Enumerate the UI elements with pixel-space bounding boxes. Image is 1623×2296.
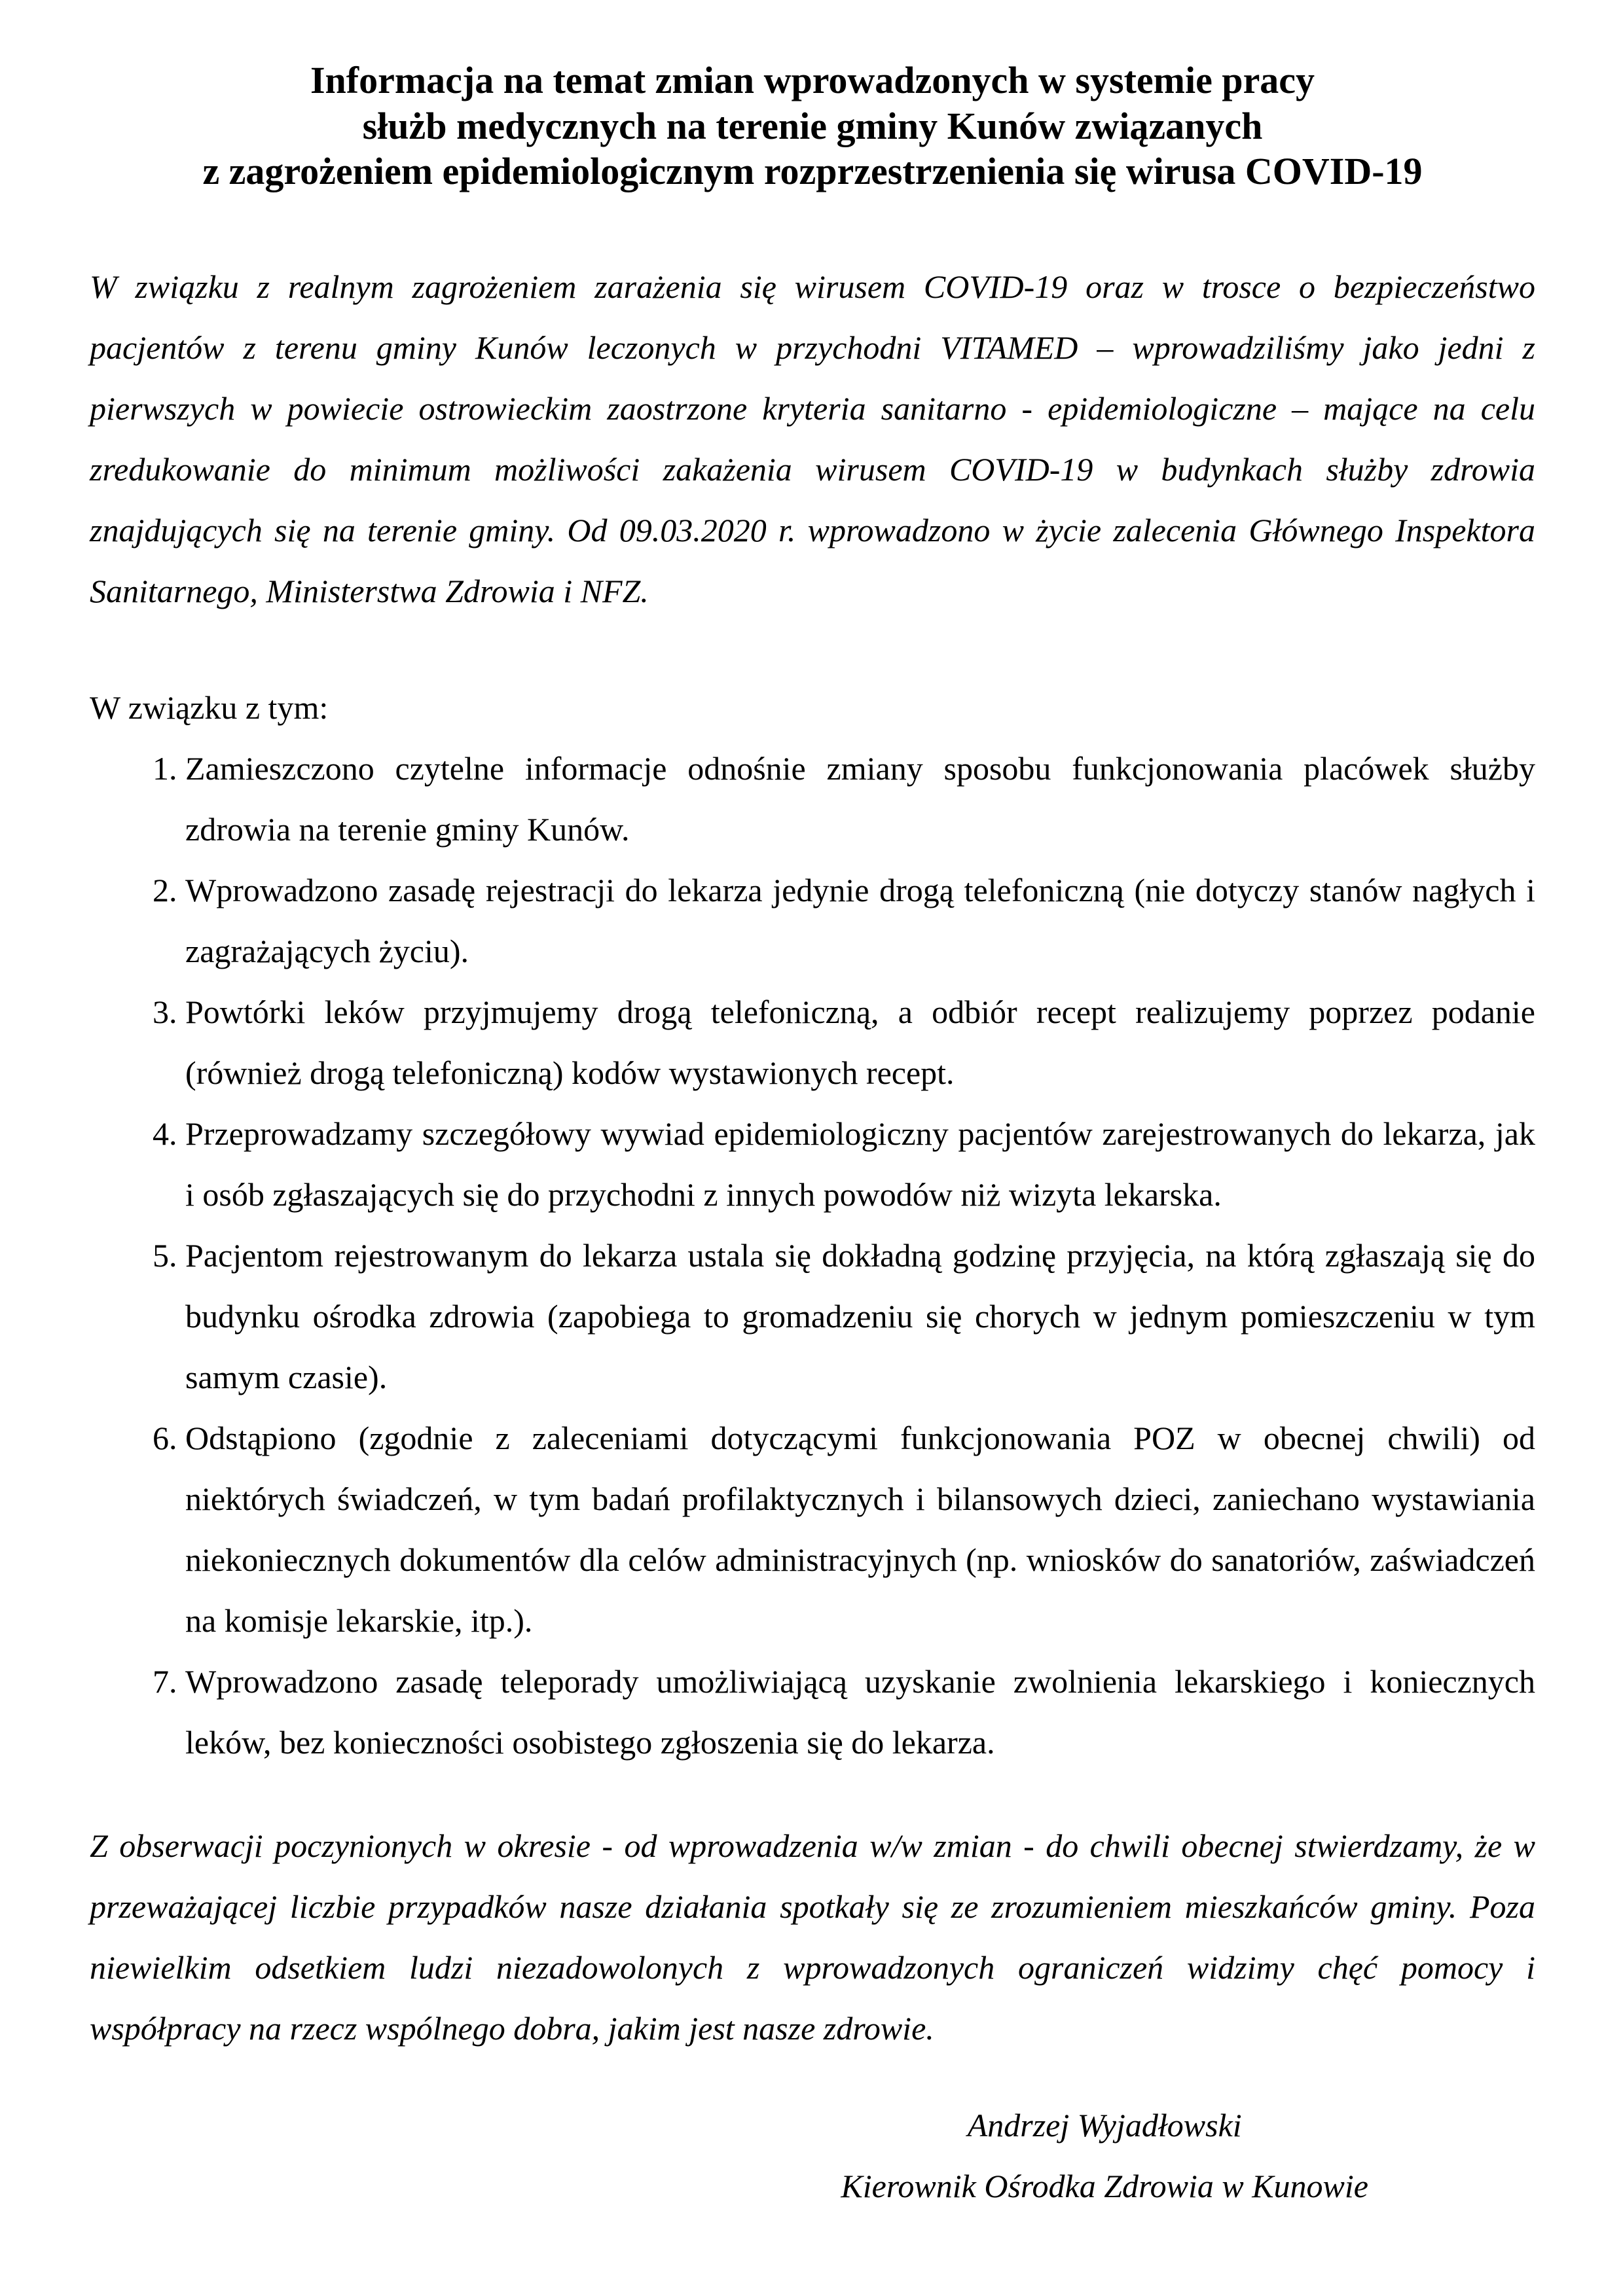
title-line-2: służb medycznych na terenie gminy Kunów związanych — [362, 104, 1263, 147]
title-line-3: z zagrożeniem epidemiologicznym rozprzestrzenienia się wirusa COVID-19 — [202, 150, 1423, 193]
changes-list — [90, 738, 1535, 1773]
signature-block — [841, 2095, 1368, 2217]
list-item-3: 3. Powtórki leków przyjmujemy drogą telefoniczną, a odbiór recept realizujemy poprzez podanie (również drogą telefoniczną) kodów wystawionych recept. — [185, 982, 1535, 1103]
list-item-4: 4. Przeprowadzamy szczegółowy wywiad epidemiologiczny pacjentów zarejestrowanych do lekarza, jak i osób zgłaszających się do przychodni z innych powodów niż wizyta lekarska. — [185, 1103, 1535, 1225]
closing-paragraph: Z obserwacji poczynionych w okresie - od wprowadzenia w/w zmian - do chwili obecnej stwierdzamy, że w przeważającej liczbie przypadków nasze działania spotkały się ze zrozumieniem mieszkańców gminy. Poza niewielkim odsetkiem ludzi niezadowolonych z wprowadzonych ograniczeń widzimy chęć pomocy i współpracy na rzecz wspólnego dobra, jakim jest nasze zdrowie. — [90, 1827, 1535, 2047]
signature-role: Kierownik Ośrodka Zdrowia w Kunowie — [841, 2167, 1368, 2204]
signature-name: Andrzej Wyjadłowski — [967, 2106, 1242, 2144]
list-item-5: 5. Pacjentom rejestrowanym do lekarza ustala się dokładną godzinę przyjęcia, na którą zgłaszają się do budynku ośrodka zdrowia (zapobiega to gromadzeniu się chorych w jednym pomieszczeniu w tym samym czasie). — [185, 1225, 1535, 1408]
list-item-7: 7. Wprowadzono zasadę teleporady umożliwiającą uzyskanie zwolnienia lekarskiego i koniecznych leków, bez konieczności osobistego zgłoszenia się do lekarza. — [185, 1651, 1535, 1773]
list-item-2: 2. Wprowadzono zasadę rejestracji do lekarza jedynie drogą telefoniczną (nie dotyczy stanów nagłych i zagrażających życiu). — [185, 860, 1535, 982]
list-item-6: 6. Odstąpiono (zgodnie z zaleceniami dotyczącymi funkcjonowania POZ w obecnej chwili) od niektórych świadczeń, w tym badań profilaktycznych i bilansowych dzieci, zaniechano wystawiania niekoniecznych dokumentów dla celów administracyjnych (np. wniosków do sanatoriów, zaświadczeń na komisje lekarskie, itp.). — [185, 1408, 1535, 1651]
document-title — [90, 58, 1535, 194]
list-item-1: 1. Zamieszczono czytelne informacje odnośnie zmiany sposobu funkcjonowania placówek służby zdrowia na terenie gminy Kunów. — [185, 738, 1535, 860]
intro-paragraph: W związku z realnym zagrożeniem zarażenia się wirusem COVID-19 oraz w trosce o bezpieczeństwo pacjentów z terenu gminy Kunów leczonych w przychodni VITAMED – wprowadziliśmy jako jedni z pierwszych w powiecie ostrowieckim zaostrzone kryteria sanitarno - epidemiologiczne – mające na celu zredukowanie do minimum możliwości zakażenia wirusem COVID-19 w budynkach służby zdrowia znajdujących się na terenie gminy. Od 09.03.2020 r. wprowadzono w życie zalecenia Głównego Inspektora Sanitarnego, Ministerstwa Zdrowia i NFZ. — [90, 268, 1535, 609]
list-heading: W związku z tym: — [90, 689, 329, 726]
title-line-1: Informacja na temat zmian wprowadzonych w systemie pracy — [310, 59, 1315, 101]
